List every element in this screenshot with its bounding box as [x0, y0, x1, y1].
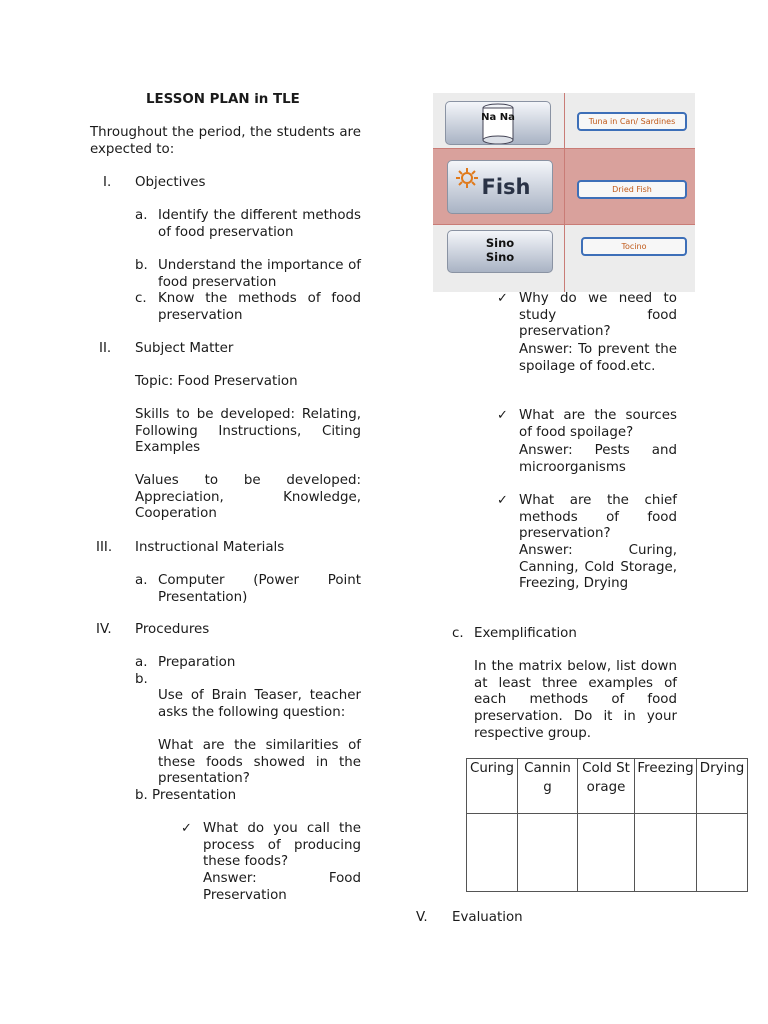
subject-matter-numeral: II.	[99, 341, 112, 356]
preparation-marker: a.	[135, 655, 148, 670]
procedures-numeral: IV.	[96, 622, 112, 637]
check-icon: ✓	[497, 493, 508, 508]
answer-text: Answer: To prevent the spoilage of food.etc.	[519, 342, 677, 374]
question-text: What are the chief methods of food preservation?	[519, 493, 677, 542]
values-text: Values to be developed: Appreciation, Knowledge, Cooperation	[135, 473, 361, 522]
matrix-header-cell: Drying	[697, 759, 748, 814]
objectives-heading: Objectives	[135, 175, 206, 190]
empty-marker: b.	[135, 672, 148, 687]
can-icon	[476, 102, 520, 144]
matrix-header-cell: Freezing	[635, 759, 697, 814]
exemplification-heading: Exemplification	[474, 626, 577, 641]
matrix-answer-cell[interactable]	[697, 814, 748, 892]
topic-text: Topic: Food Preservation	[135, 374, 298, 389]
check-icon: ✓	[181, 821, 192, 836]
material-marker: a.	[135, 573, 148, 588]
objective-item: Understand the importance of food preservation	[158, 258, 361, 290]
matrix-answer-cell[interactable]	[467, 814, 518, 892]
matrix-answer-cell[interactable]	[635, 814, 697, 892]
fish-label: Fish	[481, 175, 531, 199]
exemplification-marker: c.	[452, 626, 464, 641]
matrix-answer-row	[467, 814, 748, 892]
answer-text: Answer: Food Preservation	[203, 871, 361, 903]
objective-item: Know the methods of food preservation	[158, 291, 361, 323]
objective-marker: a.	[135, 208, 148, 223]
page-title: LESSON PLAN in TLE	[146, 92, 300, 107]
matrix-instruction: In the matrix below, list down at least three examples of each methods of food preservation. Do it in your respective group.	[474, 659, 677, 741]
matrix-answer-cell[interactable]	[578, 814, 635, 892]
evaluation-heading: Evaluation	[452, 910, 523, 925]
can-tile	[445, 101, 551, 145]
evaluation-numeral: V.	[416, 910, 428, 925]
question-text: What are the sources of food spoilage?	[519, 408, 677, 440]
food-matching-picture	[433, 93, 695, 292]
similarities-question: What are the similarities of these foods showed in the presentation?	[158, 738, 361, 787]
materials-heading: Instructional Materials	[135, 540, 285, 555]
divider	[564, 93, 565, 292]
material-item: Computer (Power Point Presentation)	[158, 573, 361, 605]
answer-text: Answer: Pests and microorganisms	[519, 443, 677, 475]
matrix-answer-cell[interactable]	[518, 814, 578, 892]
matrix-header-cell: Curing	[467, 759, 518, 814]
check-icon: ✓	[497, 291, 508, 306]
preservation-matrix	[466, 758, 748, 892]
answer-box: Tuna in Can/ Sardines	[577, 112, 687, 131]
can-label: Na Na	[481, 112, 515, 123]
objective-item: Identify the different methods of food preservation	[158, 208, 361, 240]
subject-matter-heading: Subject Matter	[135, 341, 234, 356]
materials-numeral: III.	[96, 540, 113, 555]
question-text: Why do we need to study food preservation?	[519, 291, 677, 340]
objective-marker: b.	[135, 258, 148, 273]
answer-box: Tocino	[581, 237, 687, 256]
matrix-header-cell: Canning	[518, 759, 578, 814]
answer-box: Dried Fish	[577, 180, 687, 199]
check-icon: ✓	[497, 408, 508, 423]
skills-text: Skills to be developed: Relating, Following Instructions, Citing Examples	[135, 407, 361, 456]
objectives-numeral: I.	[103, 175, 112, 190]
intro-text: Throughout the period, the students are expected to:	[90, 125, 361, 157]
fish-tile	[447, 160, 553, 214]
preparation-label: Preparation	[158, 655, 236, 670]
matrix-header-row	[467, 759, 748, 814]
matrix-header-cell: Cold Storage	[578, 759, 635, 814]
objective-marker: c.	[135, 291, 147, 306]
procedures-heading: Procedures	[135, 622, 210, 637]
brain-teaser-text: Use of Brain Teaser, teacher asks the following question:	[158, 688, 361, 720]
sino-label: Sino Sino	[485, 236, 515, 264]
answer-text: Answer: Curing, Canning, Cold Storage, Freezing, Drying	[519, 543, 677, 592]
question-text: What do you call the process of producing these foods?	[203, 821, 361, 870]
presentation-label: b. Presentation	[135, 788, 237, 803]
sino-tile	[447, 230, 553, 273]
